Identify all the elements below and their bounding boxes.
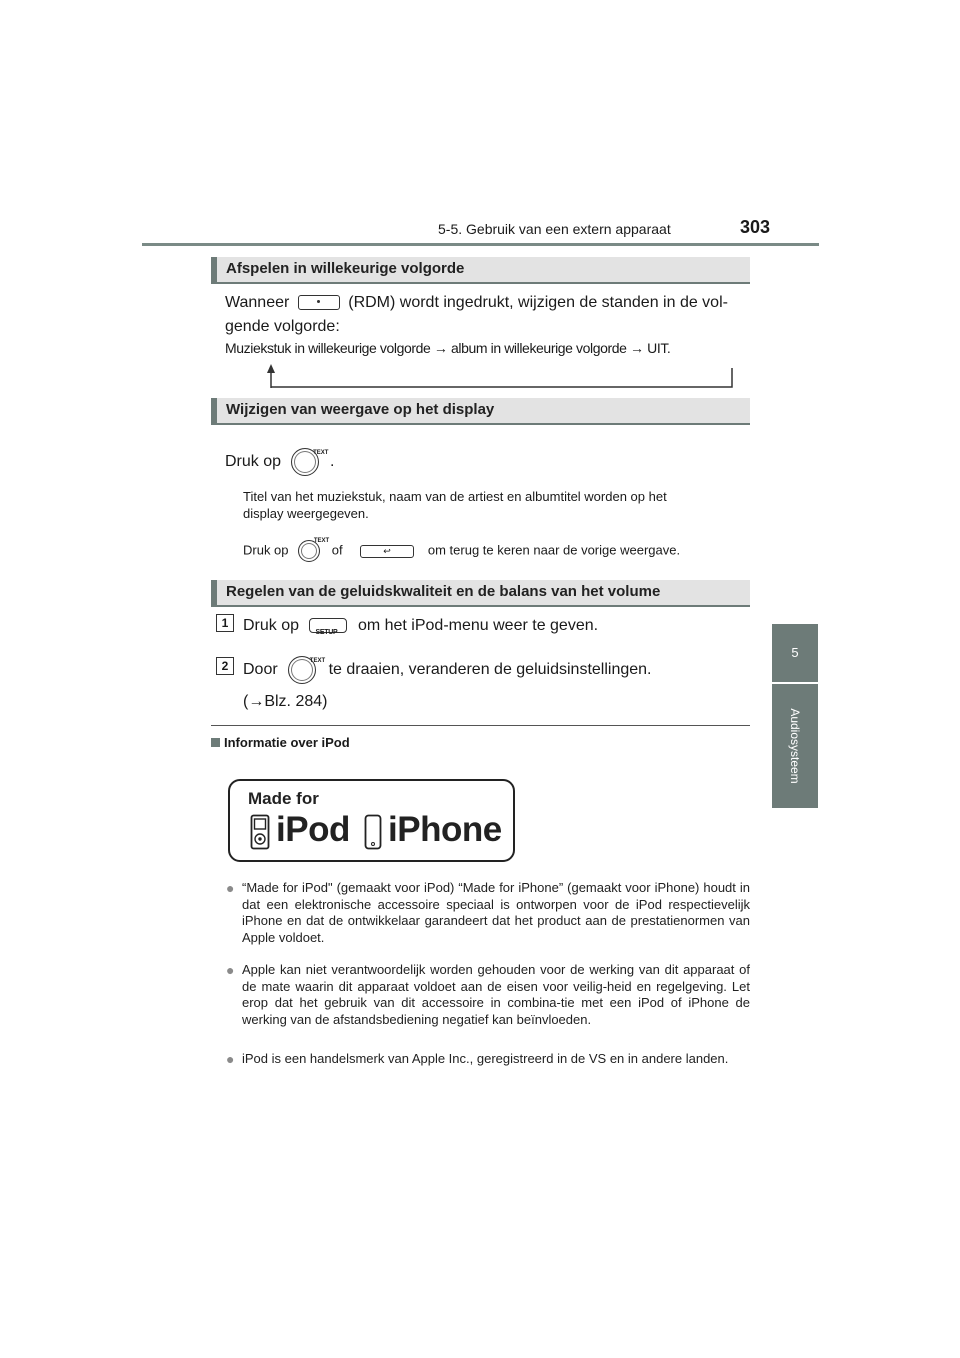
square-bullet-icon bbox=[211, 738, 220, 747]
section-heading-display bbox=[211, 398, 750, 425]
page-number: 303 bbox=[740, 217, 771, 237]
info-bullet-2: Apple kan niet verantwoordelijk worden gehouden voor de werking van dit apparaat of de mate waarin dit apparaat voldoet aan de eisen voor veilig-heid en regelgeving. Let erop dat het gebruik van dit accessoire in combina-tie met een iPod of iPhone de werking van de afstandsbediening negatief kan beïnvloeden. bbox=[242, 962, 750, 1027]
text-knob-label-step2: TEXT bbox=[309, 658, 326, 664]
display-note2 bbox=[243, 540, 680, 562]
chapter-tab-label: Audiosysteem bbox=[788, 708, 802, 784]
bullet-icon-1: ● bbox=[226, 880, 235, 896]
info-heading-text: Informatie over iPod bbox=[224, 735, 350, 750]
ipod-device-icon bbox=[250, 814, 270, 850]
sound-step2 bbox=[243, 656, 651, 684]
info-bullet-1: “Made for iPod" (gemaakt voor iPod) “Made for iPhone” (gemaakt voor iPhone) houdt in dat een elektronische accessoire speciaal is ontworpen voor de iPod respectievelijk iPhone en dat de ontwikkelaar garandeert dat het product aan de prestatienormen van Apple voldoet. bbox=[242, 880, 750, 945]
section-heading-display-title: Wijzigen van weergave op het display bbox=[226, 401, 495, 418]
section-heading-random bbox=[211, 257, 750, 284]
text-knob-label-small: TEXT bbox=[313, 538, 330, 544]
info-heading bbox=[211, 735, 350, 750]
made-for-ipod-logo bbox=[228, 779, 515, 862]
random-intro bbox=[225, 290, 728, 315]
bullet-icon-3: ● bbox=[226, 1051, 235, 1067]
section-title: 5-5. Gebruik van een extern apparaat bbox=[438, 221, 671, 237]
text-knob-icon bbox=[291, 448, 329, 476]
sequence-loop-arrow bbox=[262, 362, 738, 390]
sound-step2-before: Door bbox=[243, 661, 278, 679]
section-heading-random-title: Afspelen in willekeurige volgorde bbox=[226, 260, 465, 277]
display-press-before: Druk op bbox=[225, 453, 282, 471]
display-press bbox=[225, 448, 334, 476]
text-knob-icon-small bbox=[298, 538, 330, 562]
setup-button-icon bbox=[309, 618, 347, 637]
display-press-after: . bbox=[329, 453, 335, 471]
logo-ipod: iPod bbox=[276, 810, 350, 849]
sound-step1 bbox=[243, 613, 598, 638]
display-note2-before: Druk op bbox=[243, 542, 289, 558]
display-note2-mid: of bbox=[331, 542, 343, 558]
random-intro-before: Wanneer bbox=[225, 294, 290, 311]
setup-button-label: SETUP bbox=[315, 629, 338, 637]
logo-made-for: Made for bbox=[248, 789, 319, 808]
text-knob-label: TEXT bbox=[313, 450, 329, 456]
display-note1-line1: Titel van het muziekstuk, naam van de artiest en albumtitel worden op het bbox=[243, 489, 667, 504]
rdm-button-icon bbox=[298, 295, 340, 310]
logo-iphone: iPhone bbox=[388, 810, 502, 849]
display-note2-after: om terug te keren naar de vorige weergave. bbox=[427, 542, 681, 558]
info-bullet-3: iPod is een handelsmerk van Apple Inc., geregistreerd in de VS en in andere landen. bbox=[242, 1051, 729, 1066]
random-sequence: Muziekstuk in willekeurige volgorde → album in willekeurige volgorde → UIT. bbox=[225, 340, 671, 356]
iphone-device-icon bbox=[364, 814, 382, 850]
random-intro-line2: gende volgorde: bbox=[225, 318, 340, 335]
sound-step1-before: Druk op bbox=[243, 617, 300, 634]
sound-step2-ref: (→Blz. 284) bbox=[243, 693, 328, 710]
step-number-1: 1 bbox=[216, 614, 234, 632]
text-knob-icon-step2 bbox=[288, 656, 326, 684]
sound-step2-after: te draaien, veranderen de geluidsinstellingen. bbox=[328, 661, 652, 679]
back-button-icon: ↩ bbox=[360, 545, 414, 558]
header-rule bbox=[142, 243, 819, 246]
bullet-icon-2: ● bbox=[226, 962, 235, 978]
divider bbox=[211, 725, 750, 726]
step-number-2: 2 bbox=[216, 657, 234, 675]
chapter-tab-number: 5 bbox=[772, 624, 818, 682]
sound-step1-after: om het iPod-menu weer te geven. bbox=[357, 617, 599, 634]
random-intro-after: (RDM) wordt ingedrukt, wijzigen de standen in de vol- bbox=[348, 294, 728, 311]
display-note1-line2: display weergegeven. bbox=[243, 506, 369, 521]
section-heading-sound-title: Regelen van de geluidskwaliteit en de balans van het volume bbox=[226, 583, 661, 600]
section-heading-sound bbox=[211, 580, 750, 607]
